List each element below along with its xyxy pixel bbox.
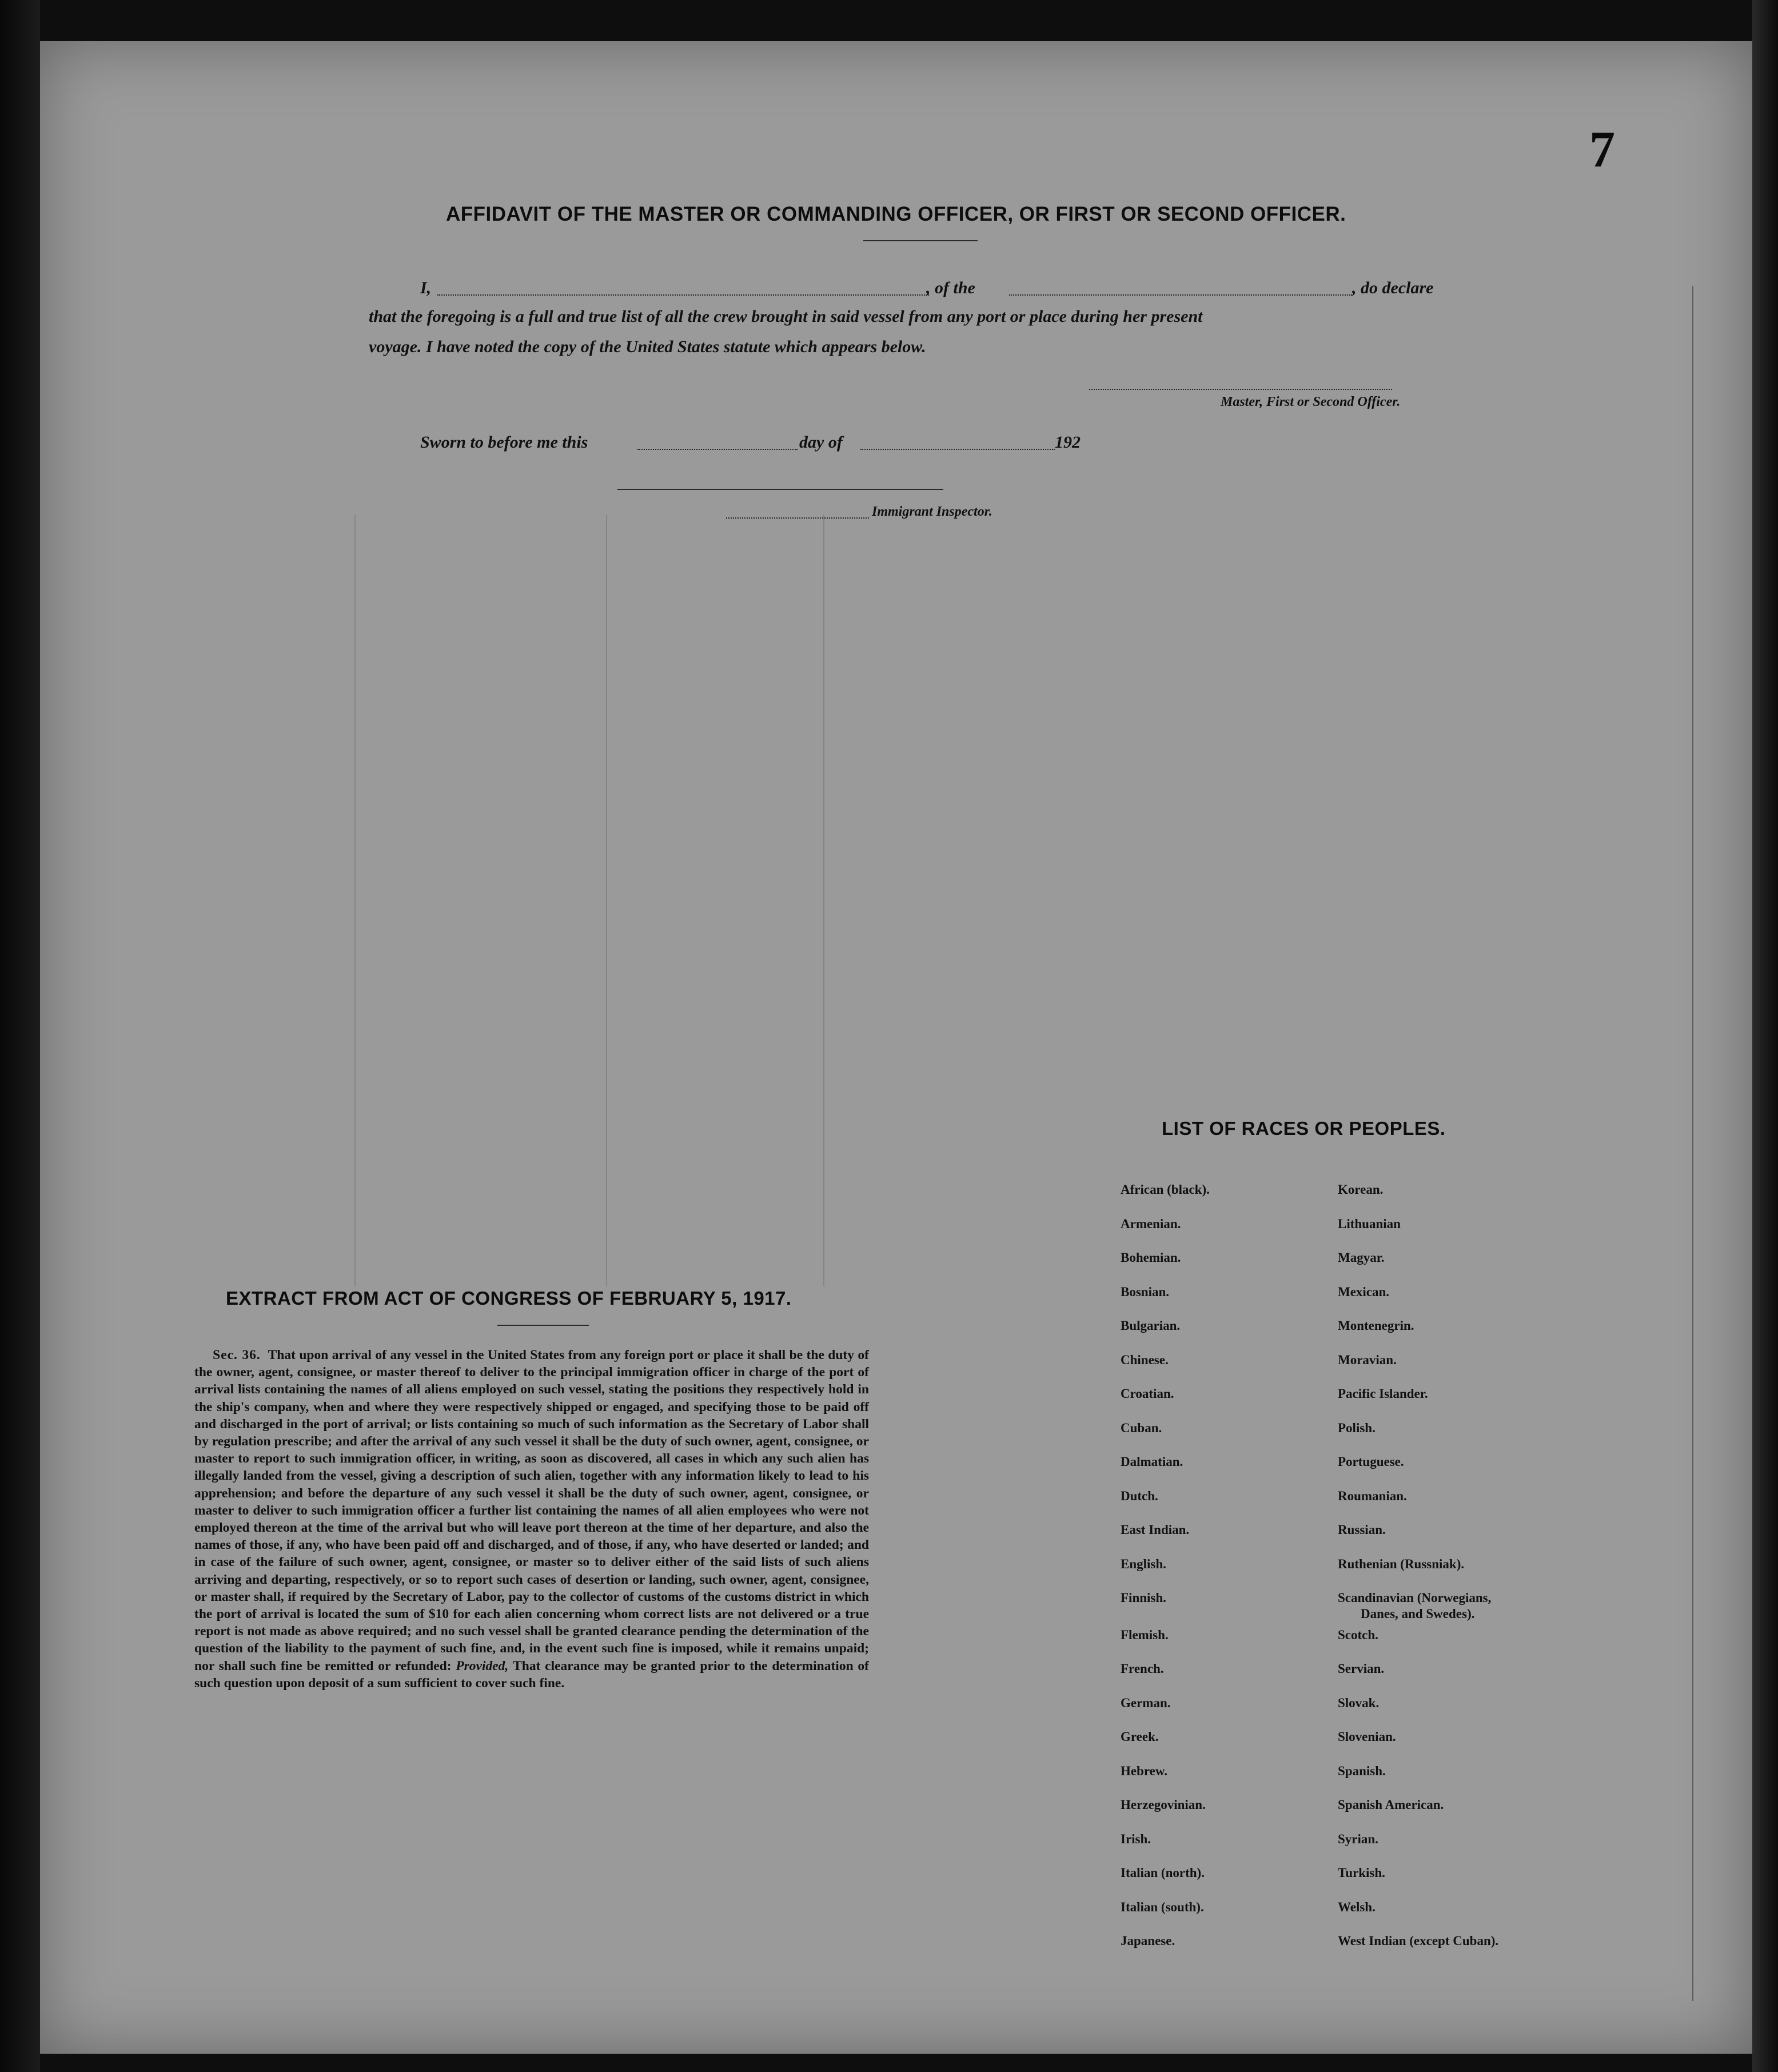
extract-body-text: That upon arrival of any vessel in the United States from any foreign port or place it shall be the duty of the owner, agent, consignee, or master thereof to deliver to the principal immigration officer in charge of the port of arrival lists containing the names of all aliens employed on such vessel, stating the positions they respectively hold in the ship's company, when and where they were respectively shipped or engaged, and specifying those to be paid off and discharged in the port of arrival; or lists containing so much of such information as the Secretary of Labor shall by regulation prescribe; and after the arrival of any such vessel it shall be the duty of such owner, agent, consignee, or master to report to such immigration officer, in writing, as soon as discovered, all cases in which any such alien has illegally landed from the vessel, giving a description of such alien, together with any information likely to lead to his apprehension; and before the departure of any such vessel it shall be the duty of such owner, agent, consignee, or master to deliver to such immigration officer a further list containing the names of all alien employees who were not employed thereon at the time of the arrival but who will leave port thereon at the time of her departure, and also the names of those, if any, who have been paid off and discharged, and of those, if any, who have deserted or landed; and in case of the failure of such owner, agent, consignee, or master so to deliver either of the said lists of such aliens arriving and departing, respectively, or so to report such cases of desertion or landing, such owner, agent, consignee, or master shall, if required by the Secretary of Labor, pay to the collector of customs of the customs district in which the port of arrival is located the sum of $10 for each alien concerning whom correct lists are not delivered or a true report is not made as above required; and no such vessel shall be granted clearance pending the determination of the question of the liability to the payment of such fine, and, in the event such fine is imposed, while it remains unpaid; nor shall such fine be remitted or refunded:: [194, 1348, 870, 1673]
extract-section-label: Sec. 36.: [213, 1348, 261, 1362]
affidavit-line-3: voyage. I have noted the copy of the United States statute which appears below.: [369, 337, 926, 356]
race-item: Moravian.: [1338, 1352, 1397, 1367]
race-item: Japanese.: [1121, 1934, 1175, 1948]
race-item: Magyar.: [1338, 1250, 1385, 1265]
scan-edge-right: [1752, 0, 1778, 2072]
race-item: Dalmatian.: [1121, 1455, 1183, 1469]
affidavit-vessel-field[interactable]: [1009, 294, 1352, 296]
race-item: Servian.: [1338, 1661, 1385, 1676]
race-item: Slovenian.: [1338, 1730, 1396, 1744]
race-item: Dutch.: [1121, 1488, 1158, 1503]
race-item: Ruthenian (Russniak).: [1338, 1556, 1465, 1571]
race-item: Korean.: [1338, 1182, 1384, 1197]
affidavit-title-rule: [863, 240, 978, 241]
race-item: Irish.: [1121, 1831, 1151, 1846]
race-item: Russian.: [1338, 1523, 1386, 1537]
race-item: Hebrew.: [1121, 1763, 1167, 1778]
race-item: Scotch.: [1338, 1627, 1378, 1642]
affidavit-line-2: that the foregoing is a full and true list of all the crew brought in said vessel from any port or place during her present: [369, 307, 1203, 326]
race-item: Scandinavian (Norwegians,: [1338, 1591, 1492, 1605]
race-continuation: Danes, and Swedes).: [1361, 1607, 1475, 1621]
master-signature-field[interactable]: [1089, 389, 1392, 390]
scan-edge-left: [0, 0, 40, 2072]
race-item: Italian (north).: [1121, 1866, 1205, 1880]
race-item: Bulgarian.: [1121, 1318, 1181, 1333]
race-item: Chinese.: [1121, 1352, 1169, 1367]
extract-body: [194, 1346, 869, 1692]
race-item: Portuguese.: [1338, 1455, 1404, 1469]
affidavit-of-the-label: , of the: [926, 278, 975, 297]
ghost-column-line: [823, 515, 824, 1286]
race-item: Montenegrin.: [1338, 1318, 1414, 1333]
race-item: Cuban.: [1121, 1420, 1162, 1435]
race-item: West Indian (except Cuban).: [1338, 1934, 1499, 1948]
affidavit-title: AFFIDAVIT OF THE MASTER OR COMMANDING OFFICER, OR FIRST OR SECOND OFFICER.: [446, 203, 1346, 225]
affidavit-declare-label: , do declare: [1352, 278, 1434, 297]
extract-title: EXTRACT FROM ACT OF CONGRESS OF FEBRUARY 5, 1917.: [226, 1288, 792, 1309]
race-item: Spanish American.: [1338, 1798, 1444, 1812]
race-item: Croatian.: [1121, 1386, 1174, 1401]
race-item: Finnish.: [1121, 1591, 1166, 1605]
affidavit-i-label: I,: [420, 278, 432, 297]
race-item: Bosnian.: [1121, 1284, 1170, 1299]
race-item: Italian (south).: [1121, 1899, 1204, 1914]
race-item: German.: [1121, 1695, 1171, 1710]
year-label: 192: [1055, 433, 1081, 452]
inspector-signature-field[interactable]: [617, 489, 943, 490]
race-item: Welsh.: [1338, 1899, 1376, 1914]
race-item: Polish.: [1338, 1420, 1376, 1435]
race-item: Greek.: [1121, 1730, 1159, 1744]
sworn-day-field[interactable]: [637, 449, 798, 450]
inspector-dotted-line: [726, 517, 869, 519]
race-item: Bohemian.: [1121, 1250, 1181, 1265]
sworn-month-field[interactable]: [860, 449, 1055, 450]
page-number: 7: [1589, 121, 1615, 178]
extract-title-rule: [497, 1325, 589, 1326]
race-item: Turkish.: [1338, 1866, 1385, 1880]
ghost-margin-line: [1692, 286, 1693, 2001]
race-item: English.: [1121, 1556, 1166, 1571]
inspector-caption: Immigrant Inspector.: [872, 504, 992, 519]
ghost-column-line: [354, 515, 356, 1286]
day-of-label: day of: [799, 433, 843, 452]
race-item: Pacific Islander.: [1338, 1386, 1428, 1401]
races-title: LIST OF RACES OR PEOPLES.: [1162, 1118, 1446, 1139]
race-item: Syrian.: [1338, 1831, 1378, 1846]
race-item: Armenian.: [1121, 1216, 1181, 1231]
affidavit-name-field[interactable]: [437, 294, 929, 296]
sworn-label: Sworn to before me this: [420, 433, 588, 452]
race-item: East Indian.: [1121, 1523, 1190, 1537]
ghost-column-line: [606, 515, 607, 1286]
race-item: Roumanian.: [1338, 1488, 1407, 1503]
race-item: Lithuanian: [1338, 1216, 1401, 1231]
extract-provided-label: Provided,: [456, 1658, 509, 1673]
master-signature-caption: Master, First or Second Officer.: [1221, 395, 1401, 409]
race-item: Mexican.: [1338, 1284, 1390, 1299]
race-item: Slovak.: [1338, 1695, 1380, 1710]
race-item: French.: [1121, 1661, 1164, 1676]
race-item: Flemish.: [1121, 1627, 1169, 1642]
race-item: African (black).: [1121, 1182, 1210, 1197]
race-item: Spanish.: [1338, 1763, 1386, 1778]
extract-provided-text: That clearance may be granted prior to the determination of such question upon deposit of a sum sufficient to cover such fine.: [194, 1658, 869, 1691]
race-item: Herzegovinian.: [1121, 1798, 1206, 1812]
